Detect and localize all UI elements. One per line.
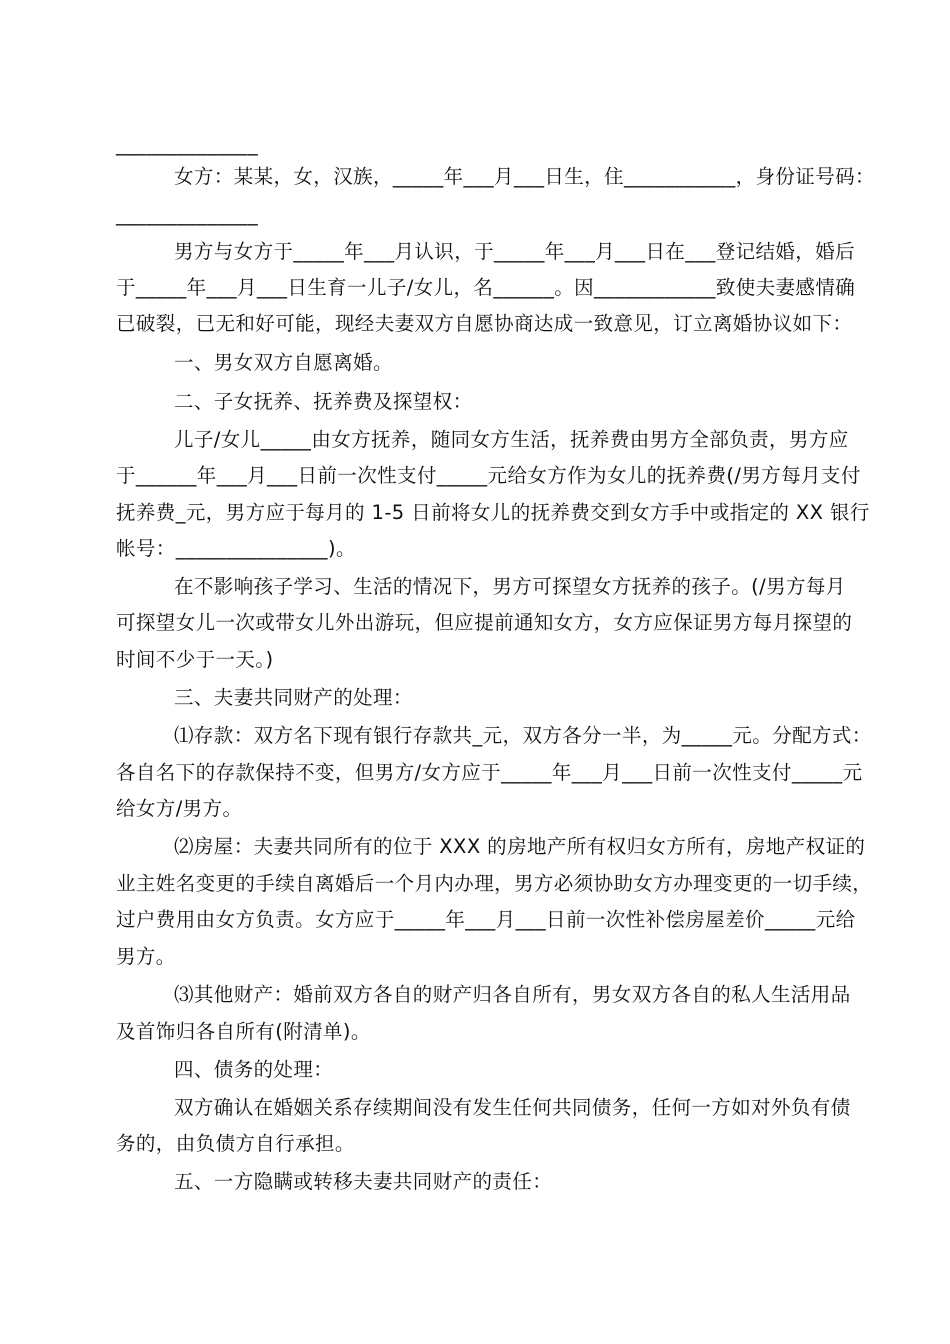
paragraph-line: 双方确认在婚姻关系存续期间没有发生任何共同债务，任何一方如对外负有债 bbox=[174, 1096, 851, 1119]
paragraph-line: 男方。 bbox=[116, 945, 176, 968]
section-heading: 五、一方隐瞒或转移夫妻共同财产的责任： bbox=[174, 1170, 553, 1193]
wife-info-line: 女方：某某，女，汉族，_____年___月___日生，住___________，身份证号码： bbox=[174, 165, 875, 188]
section-heading: 三、夫妻共同财产的处理： bbox=[174, 686, 413, 709]
blank-line: ______________ bbox=[116, 203, 259, 226]
paragraph-line: 及首饰归各自所有(附清单)。 bbox=[116, 1020, 371, 1043]
paragraph-line: 儿子/女儿_____由女方抚养，随同女方生活，抚养费由男方全部负责，男方应 bbox=[174, 428, 849, 451]
paragraph-line: 于_____年___月___日生育一儿子/女儿，名______。因____________致使夫妻感情确 bbox=[116, 276, 856, 299]
paragraph-line: 业主姓名变更的手续自离婚后一个月内办理，男方必须协助女方办理变更的一切手续， bbox=[116, 872, 873, 895]
section-heading: 四、债务的处理： bbox=[174, 1058, 334, 1081]
paragraph-line: 务的，由负债方自行承担。 bbox=[116, 1132, 355, 1155]
section-heading: 一、男女双方自愿离婚。 bbox=[174, 351, 393, 374]
paragraph-line: 已破裂，已无和好可能，现经夫妻双方自愿协商达成一致意见，订立离婚协议如下： bbox=[116, 312, 853, 335]
paragraph-line: 于______年___月___日前一次性支付_____元给女方作为女儿的抚养费(/男方每月支付 bbox=[116, 464, 861, 487]
paragraph-line: 帐号：_______________)。 bbox=[116, 537, 356, 560]
paragraph-line: ⑶其他财产：婚前双方各自的财产归各自所有，男女双方各自的私人生活用品 bbox=[174, 983, 851, 1006]
paragraph-line: 男方与女方于_____年___月认识，于_____年___月___日在___登记结婚，婚后 bbox=[174, 240, 855, 263]
paragraph-line: ⑴存款：双方名下现有银行存款共_元，双方各分一半，为_____元。分配方式： bbox=[174, 724, 872, 747]
paragraph-line: 过户费用由女方负责。女方应于_____年___月___日前一次性补偿房屋差价_____元给 bbox=[116, 908, 856, 931]
paragraph-line: 可探望女儿一次或带女儿外出游玩，但应提前通知女方，女方应保证男方每月探望的 bbox=[116, 611, 853, 634]
blank-line: ______________ bbox=[116, 133, 259, 156]
paragraph-line: 给女方/男方。 bbox=[116, 797, 243, 820]
section-heading: 二、子女抚养、抚养费及探望权： bbox=[174, 390, 473, 413]
paragraph-line: 各自名下的存款保持不变，但男方/女方应于_____年___月___日前一次性支付_____元 bbox=[116, 761, 863, 784]
paragraph-line: 在不影响孩子学习、生活的情况下，男方可探望女方抚养的孩子。(/男方每月 bbox=[174, 575, 846, 598]
paragraph-line: 抚养费_元，男方应于每月的 1-5 日前将女儿的抚养费交到女方手中或指定的 XX 银行 bbox=[116, 501, 870, 524]
paragraph-line: 时间不少于一天。) bbox=[116, 648, 274, 671]
paragraph-line: ⑵房屋：夫妻共同所有的位于 XXX 的房地产所有权归女方所有，房地产权证的 bbox=[174, 835, 866, 858]
